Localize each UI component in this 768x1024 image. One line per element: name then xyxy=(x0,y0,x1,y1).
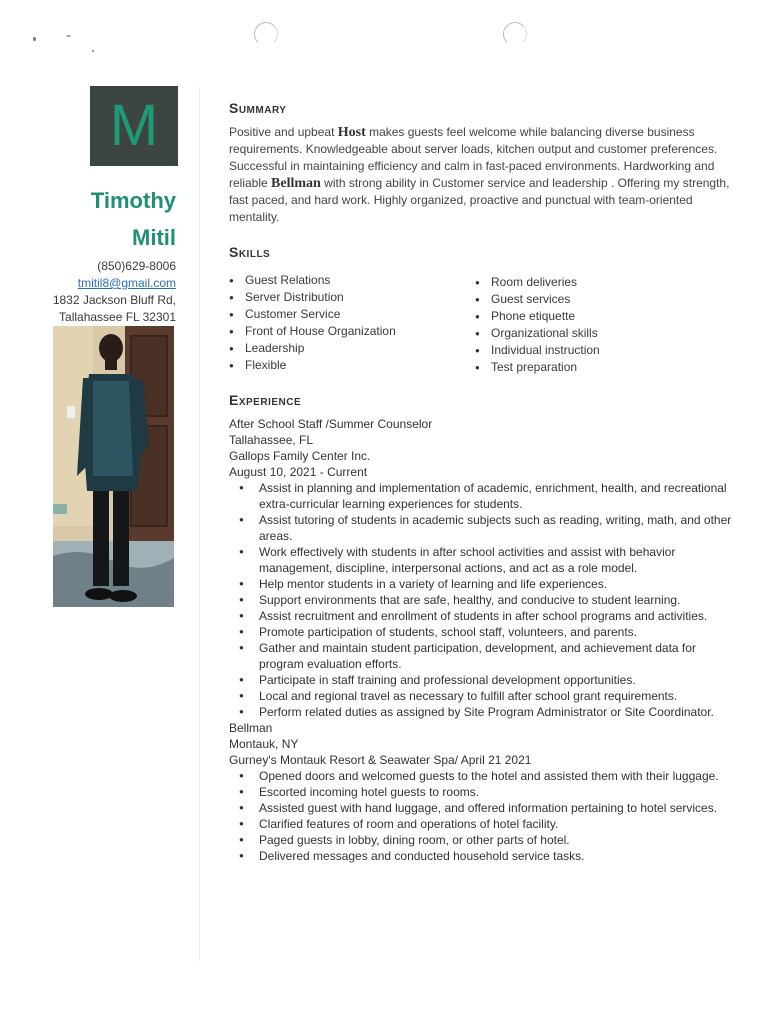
skill-item: ● Individual instruction xyxy=(475,342,600,359)
last-name: Mitil xyxy=(132,225,176,250)
summary-text-emphasis: Host xyxy=(337,125,366,140)
duty-item: ● Perform related duties as assigned by Site Program Administrator or Site Coordinator. xyxy=(259,704,739,720)
skills-column-left xyxy=(229,272,475,376)
job-entry xyxy=(229,416,739,720)
job-location: Montauk, NY xyxy=(229,737,299,751)
monogram-badge xyxy=(90,86,178,166)
summary-text-part: with strong ability in Customer service and leadership . Offering my strength, fast paced, and hard work. Highly organized, proactive and punctual with team-oriented mentality. xyxy=(229,176,730,224)
skill-item: ● Front of House Organization xyxy=(229,323,475,340)
experience-heading: Experience xyxy=(229,392,302,408)
summary-text-emphasis: Bellman xyxy=(271,176,321,191)
scan-speck xyxy=(33,37,36,41)
skill-item: ● Server Distribution xyxy=(229,289,475,306)
punch-hole-left xyxy=(254,22,278,46)
skills-heading: Skills xyxy=(229,244,271,260)
skills-column-right xyxy=(475,274,600,376)
monogram-letter: M xyxy=(109,93,159,158)
skill-item: ● Test preparation xyxy=(475,359,600,376)
duty-item: ● Help mentor students in a variety of learning and life experiences. xyxy=(259,576,739,592)
job-role: Bellman xyxy=(229,721,273,735)
duty-item: ● Assist tutoring of students in academic subjects such as reading, writing, math, and other areas. xyxy=(259,512,739,544)
job-company: Gallops Family Center Inc. xyxy=(229,449,371,463)
duty-item: ● Participate in staff training and professional development opportunities. xyxy=(259,672,739,688)
summary-text xyxy=(229,124,739,226)
duty-item: ● Gather and maintain student participation, development, and achievement data for program evaluation efforts. xyxy=(259,640,739,672)
duty-item: ● Assist recruitment and enrollment of students in after school programs and activities. xyxy=(259,608,739,624)
job-duties xyxy=(229,768,739,864)
duty-item: ● Promote participation of students, school staff, volunteers, and parents. xyxy=(259,624,739,640)
skill-item: ● Customer Service xyxy=(229,306,475,323)
punch-hole-right xyxy=(503,22,527,46)
duty-item: ● Local and regional travel as necessary to fulfill after school grant requirements. xyxy=(259,688,739,704)
experience-list xyxy=(229,416,739,864)
address-line-1: 1832 Jackson Bluff Rd, xyxy=(52,293,176,307)
duty-item: ● Work effectively with students in after school activities and assist with behavior management, discipline, interpersonal actions, and act as a role model. xyxy=(259,544,739,576)
job-dates: August 10, 2021 - Current xyxy=(229,465,368,479)
duty-item: ● Clarified features of room and operations of hotel facility. xyxy=(259,816,739,832)
skill-item: ● Flexible xyxy=(229,357,475,374)
skill-item: ● Organizational skills xyxy=(475,325,600,342)
address-line-2: Tallahassee FL 32301 xyxy=(59,310,176,324)
duty-item: ● Assisted guest with hand luggage, and offered information pertaining to hotel services. xyxy=(259,800,739,816)
job-location: Tallahassee, FL xyxy=(229,433,314,447)
summary-text-part: Positive and upbeat xyxy=(229,125,338,139)
skill-item: ● Guest Relations xyxy=(229,272,475,289)
duty-item: ● Delivered messages and conducted household service tasks. xyxy=(259,848,739,864)
duty-item: ● Paged guests in lobby, dining room, or other parts of hotel. xyxy=(259,832,739,848)
scan-speck xyxy=(66,35,71,37)
duty-item: ● Escorted incoming hotel guests to rooms. xyxy=(259,784,739,800)
column-divider xyxy=(199,86,200,961)
job-role: After School Staff /Summer Counselor xyxy=(229,417,433,431)
duty-item: ● Assist in planning and implementation of academic, enrichment, health, and recreational extra-curricular learning experiences for students. xyxy=(259,480,739,512)
skill-item: ● Leadership xyxy=(229,340,475,357)
skills-list xyxy=(229,272,739,376)
job-duties xyxy=(229,480,739,720)
phone-number: (850)629-8006 xyxy=(97,259,176,273)
job-entry xyxy=(229,720,739,864)
job-company: Gurney's Montauk Resort & Seawater Spa/ April 21 2021 xyxy=(229,753,532,767)
duty-item: ● Support environments that are safe, healthy, and conducive to student learning. xyxy=(259,592,739,608)
summary-text-part: makes guests feel welcome while balancing diverse business requirements. Knowledgeable about server loads, kitchen output and customer preferences. Successful in maintaining efficiency and calm in fast-paced environments. Hardworking and reliable xyxy=(229,125,718,190)
profile-photo xyxy=(53,326,174,607)
summary-heading: Summary xyxy=(229,100,287,116)
scan-speck xyxy=(92,50,94,52)
email-link[interactable]: tmitil8@gmail.com xyxy=(77,276,176,290)
skill-item: ● Guest services xyxy=(475,291,600,308)
skill-item: ● Room deliveries xyxy=(475,274,600,291)
resume-main xyxy=(229,100,739,864)
duty-item: ● Opened doors and welcomed guests to the hotel and assisted them with their luggage. xyxy=(259,768,739,784)
first-name: Timothy xyxy=(90,188,176,213)
skill-item: ● Phone etiquette xyxy=(475,308,600,325)
